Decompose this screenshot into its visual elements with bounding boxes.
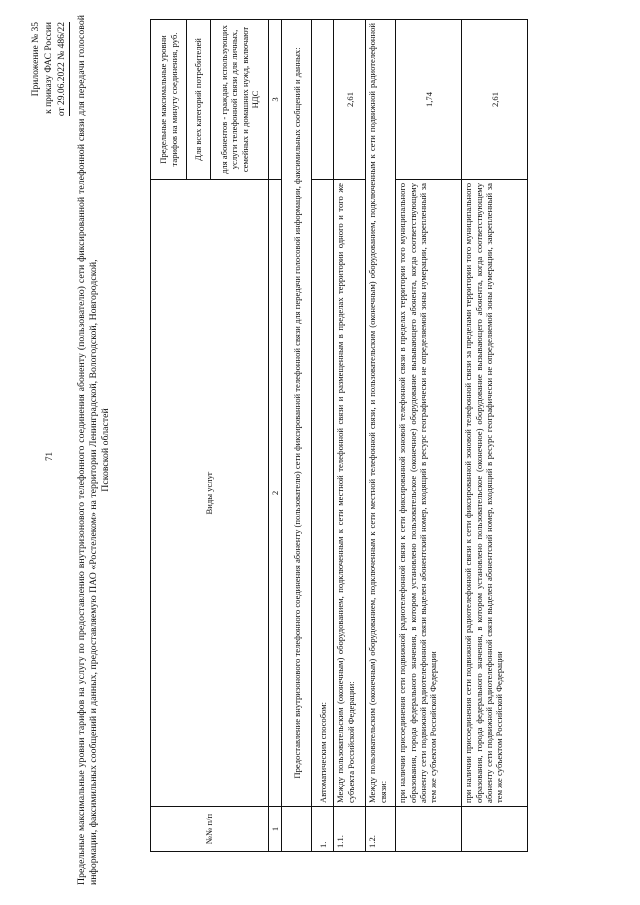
row-1-1-value: 2,61 xyxy=(334,20,366,180)
row-1-2-a-num xyxy=(396,807,462,852)
row-1-2-num: 1.2. xyxy=(366,807,396,852)
header-all-consumers: Для всех категорий потребителей xyxy=(187,20,211,180)
col-number-2: 2 xyxy=(269,180,282,807)
row-1-2-a-text: при наличии присоединения сети подвижной радиотелефонной связи к сети фиксированной зоновой телефонной связи в пределах территории того муниципального образования, города федерального значения, в котором установлено пользовательское (оконечное) оборудование вызывающего абонента, когда соответствующему абоненту сети подвижной радиотелефонной связи выделен абонентский номер, входящий в ресурс географически не определяемой зоны нумерации, закрепленный за тем же субъектом Российской Федерации xyxy=(396,180,462,807)
appendix-header xyxy=(30,22,70,116)
header-services: Виды услуг xyxy=(151,180,269,807)
document-title xyxy=(76,15,112,885)
row-1-2-text: Между пользовательским (оконечным) оборудованием, подключенным к сети местной телефонной связи, и пользовательским (оконечным) оборудованием, подключенным к сети подвижной радиотелефонной связи: xyxy=(366,20,396,807)
section-heading: Предоставление внутризонового телефонного соединения абоненту (пользователю) сети фиксированной телефонной связи для передачи голосовой информации, факсимильных сообщений и данных: xyxy=(282,20,312,807)
row-1-2-a-value: 1,74 xyxy=(396,20,462,180)
row-1-2-b-value: 2,61 xyxy=(462,20,528,180)
header-citizens: для абонентов - граждан, использующих услуги телефонной связи для личных, семейных и домашних нужд, включают НДС xyxy=(211,20,269,180)
section-num-cell xyxy=(282,807,312,852)
row-1-value xyxy=(312,20,334,180)
appendix-line-2: к приказу ФАС России xyxy=(44,22,54,114)
row-1-2-b-num xyxy=(462,807,528,852)
row-1-num: 1. xyxy=(312,807,334,852)
tariff-table xyxy=(150,19,528,852)
row-1-1-text: Между пользовательским (оконечным) оборудованием, подключенным к сети местной телефонной связи и размещенным в пределах территории одного и того же субъекта Российской Федерации: xyxy=(334,180,366,807)
appendix-line-1: Приложение № 35 xyxy=(31,22,41,97)
title-line-1: Предельные максимальные уровни тарифов на услугу по предоставлению внутризонового телефонного соединения абонентy (пользователю) сети фиксированной телефонной связи для xyxy=(76,101,87,885)
row-1-2-b-text: при наличии присоединения сети подвижной радиотелефонной связи к сети фиксированной зоновой телефонной связи за пределами территории того муниципального образования, города федерального значения, в котором установлено пользовательское (оконечное) оборудование вызывающего абонента, когда соответствующему абоненту сети подвижной радиотелефонной связи выделен абонентский номер, входящий в ресурс географически не определяемой зоны нумерации, закрепленный за тем же субъектом Российской Федерации xyxy=(462,180,528,807)
title-line-2: передачи голосовой информации, факсимильных сообщений и данных, предоставляемую ПАО «Ростелеком» на территории Ленинградской, Вологодской, Новгородской, xyxy=(76,15,99,885)
col-number-1: 1 xyxy=(269,807,282,852)
row-1-1-num: 1.1. xyxy=(334,807,366,852)
title-line-3: Псковской областей xyxy=(100,408,111,492)
header-tariff-group: Предельные максимальные уровни тарифов на минуту соединения, руб. xyxy=(151,20,187,180)
header-num: №№ п/п xyxy=(151,807,269,852)
row-1-text: Автоматическим способом: xyxy=(312,180,334,807)
col-number-3: 3 xyxy=(269,20,282,180)
page-number: 71 xyxy=(44,452,54,461)
appendix-line-3: от 29.06.2022 № 486/22 xyxy=(56,22,70,116)
